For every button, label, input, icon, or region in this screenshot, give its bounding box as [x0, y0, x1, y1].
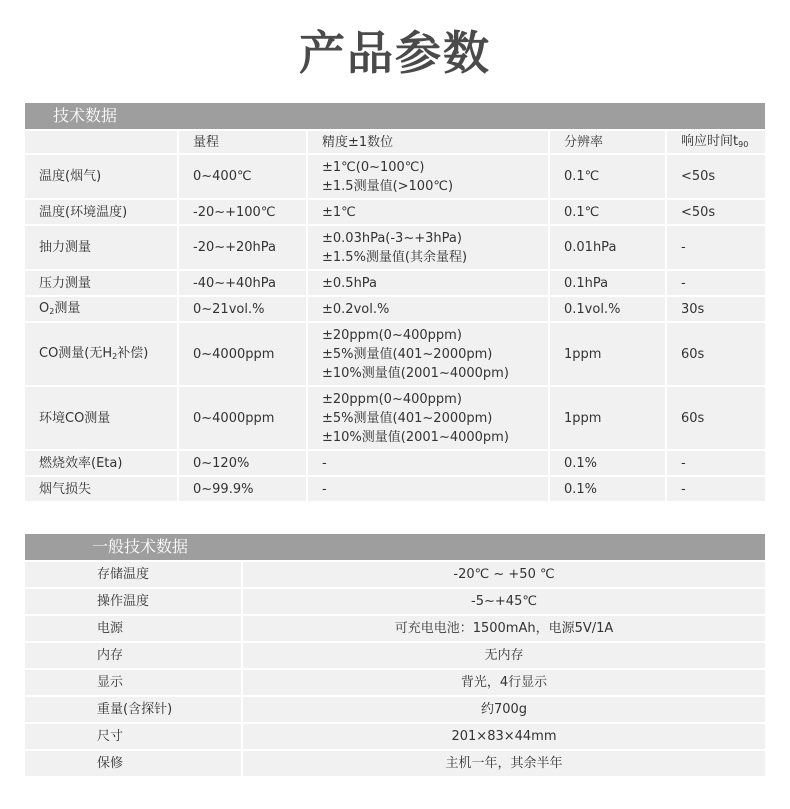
- tech-row: [25, 476, 765, 501]
- general-row: [25, 750, 765, 776]
- accuracy-line: ±20ppm(0~400ppm): [322, 391, 462, 407]
- general-label-cell: 存储温度: [25, 561, 242, 588]
- resolution-cell: 0.1%: [549, 476, 666, 501]
- tech-row: [25, 322, 765, 386]
- accuracy-line: ±5%测量值(401~2000pm): [322, 410, 493, 426]
- general-label-cell: 保修: [25, 750, 242, 776]
- accuracy-line: ±1℃(0~100℃): [322, 159, 425, 175]
- general-value-cell: 主机一年，其余半年: [242, 750, 765, 776]
- general-row: [25, 615, 765, 642]
- param-name-cell: 温度(环境温度): [25, 199, 178, 225]
- resolution-cell: 0.1℃: [549, 154, 666, 199]
- param-name-cell: 环境CO测量: [25, 386, 178, 450]
- response-cell: <50s: [666, 199, 765, 225]
- response-cell: -: [666, 450, 765, 476]
- range-cell: 0~4000ppm: [178, 386, 307, 450]
- accuracy-line: ±1.5%测量值(其余量程): [322, 249, 468, 265]
- range-cell: 0~120%: [178, 450, 307, 476]
- resolution-cell: 0.1℃: [549, 199, 666, 225]
- general-row: [25, 723, 765, 750]
- header-cell-name: [25, 130, 178, 154]
- tech-row: [25, 296, 765, 322]
- response-cell: <50s: [666, 154, 765, 199]
- range-cell: 0~21vol.%: [178, 296, 307, 322]
- general-value-cell: 201×83×44mm: [242, 723, 765, 750]
- general-data-section: [25, 534, 765, 776]
- accuracy-line: ±10%测量值(2001~4000pm): [322, 429, 509, 445]
- accuracy-line: ±0.5hPa: [322, 275, 378, 291]
- accuracy-line: ±1.5测量值(>100℃): [322, 178, 454, 194]
- header-cell-resolution: 分辨率: [549, 130, 666, 154]
- response-cell: 60s: [666, 322, 765, 386]
- param-name-cell: 烟气损失: [25, 476, 178, 501]
- header-cell-accuracy: 精度±1数位: [307, 130, 549, 154]
- tech-row: [25, 450, 765, 476]
- range-cell: -40~+40hPa: [178, 270, 307, 296]
- general-label-cell: 重量(含探针): [25, 696, 242, 723]
- resolution-cell: 1ppm: [549, 386, 666, 450]
- range-cell: -20~+20hPa: [178, 225, 307, 270]
- accuracy-cell: [307, 450, 549, 476]
- general-value-cell: 背光，4行显示: [242, 669, 765, 696]
- range-cell: 0~400℃: [178, 154, 307, 199]
- general-value-cell: -20℃ ~ +50 ℃: [242, 561, 765, 588]
- tech-row: [25, 270, 765, 296]
- general-row: [25, 561, 765, 588]
- accuracy-line: ±1℃: [322, 204, 356, 220]
- general-data-table: [25, 560, 765, 776]
- range-cell: 0~99.9%: [178, 476, 307, 501]
- tech-data-table: [25, 129, 765, 501]
- range-cell: 0~4000ppm: [178, 322, 307, 386]
- general-label-cell: 电源: [25, 615, 242, 642]
- accuracy-cell: [307, 296, 549, 322]
- accuracy-line: ±20ppm(0~400ppm): [322, 327, 462, 343]
- response-cell: -: [666, 476, 765, 501]
- param-name-cell: 压力测量: [25, 270, 178, 296]
- accuracy-line: -: [322, 455, 327, 471]
- accuracy-cell: [307, 154, 549, 199]
- tech-row: [25, 386, 765, 450]
- page-title: 产品参数: [299, 26, 491, 80]
- tech-row: [25, 225, 765, 270]
- tech-data-section: [25, 103, 765, 501]
- param-name-cell: 燃烧效率(Eta): [25, 450, 178, 476]
- resolution-cell: 0.1vol.%: [549, 296, 666, 322]
- general-label-cell: 显示: [25, 669, 242, 696]
- general-row: [25, 588, 765, 615]
- param-name-cell: 抽力测量: [25, 225, 178, 270]
- tech-data-header: 技术数据: [25, 103, 765, 129]
- general-value-cell: 无内存: [242, 642, 765, 669]
- general-value-cell: -5~+45℃: [242, 588, 765, 615]
- resolution-cell: 0.1%: [549, 450, 666, 476]
- general-row: [25, 669, 765, 696]
- resolution-cell: 0.1hPa: [549, 270, 666, 296]
- accuracy-cell: [307, 225, 549, 270]
- accuracy-cell: [307, 476, 549, 501]
- accuracy-line: ±0.2vol.%: [322, 301, 390, 317]
- response-header-text: 响应时间$t_{90}$: [681, 134, 749, 149]
- param-name-cell: 温度(烟气): [25, 154, 178, 199]
- header-cell-response: [666, 130, 765, 154]
- general-value-cell: 约700g: [242, 696, 765, 723]
- header-cell-range: 量程: [178, 130, 307, 154]
- accuracy-line: ±0.03hPa(-3~+3hPa): [322, 230, 462, 246]
- resolution-cell: 0.01hPa: [549, 225, 666, 270]
- general-label-cell: 内存: [25, 642, 242, 669]
- param-name-cell: CO测量(无$H_2$补偿): [25, 322, 178, 386]
- accuracy-line: -: [322, 481, 327, 497]
- general-label-cell: 尺寸: [25, 723, 242, 750]
- tech-row: [25, 199, 765, 225]
- general-row: [25, 696, 765, 723]
- tech-row: [25, 154, 765, 199]
- accuracy-line: ±10%测量值(2001~4000pm): [322, 365, 509, 381]
- general-label-cell: 操作温度: [25, 588, 242, 615]
- accuracy-cell: [307, 322, 549, 386]
- range-cell: -20~+100℃: [178, 199, 307, 225]
- accuracy-cell: [307, 386, 549, 450]
- response-cell: -: [666, 225, 765, 270]
- response-cell: 30s: [666, 296, 765, 322]
- response-cell: -: [666, 270, 765, 296]
- accuracy-cell: [307, 270, 549, 296]
- accuracy-line: ±5%测量值(401~2000pm): [322, 346, 493, 362]
- resolution-cell: 1ppm: [549, 322, 666, 386]
- general-data-header: 一般技术数据: [25, 534, 765, 560]
- accuracy-cell: [307, 199, 549, 225]
- general-row: [25, 642, 765, 669]
- response-cell: 60s: [666, 386, 765, 450]
- tech-header-row: [25, 130, 765, 154]
- param-name-cell: $O_2$测量: [25, 296, 178, 322]
- general-value-cell: 可充电电池：1500mAh，电源5V/1A: [242, 615, 765, 642]
